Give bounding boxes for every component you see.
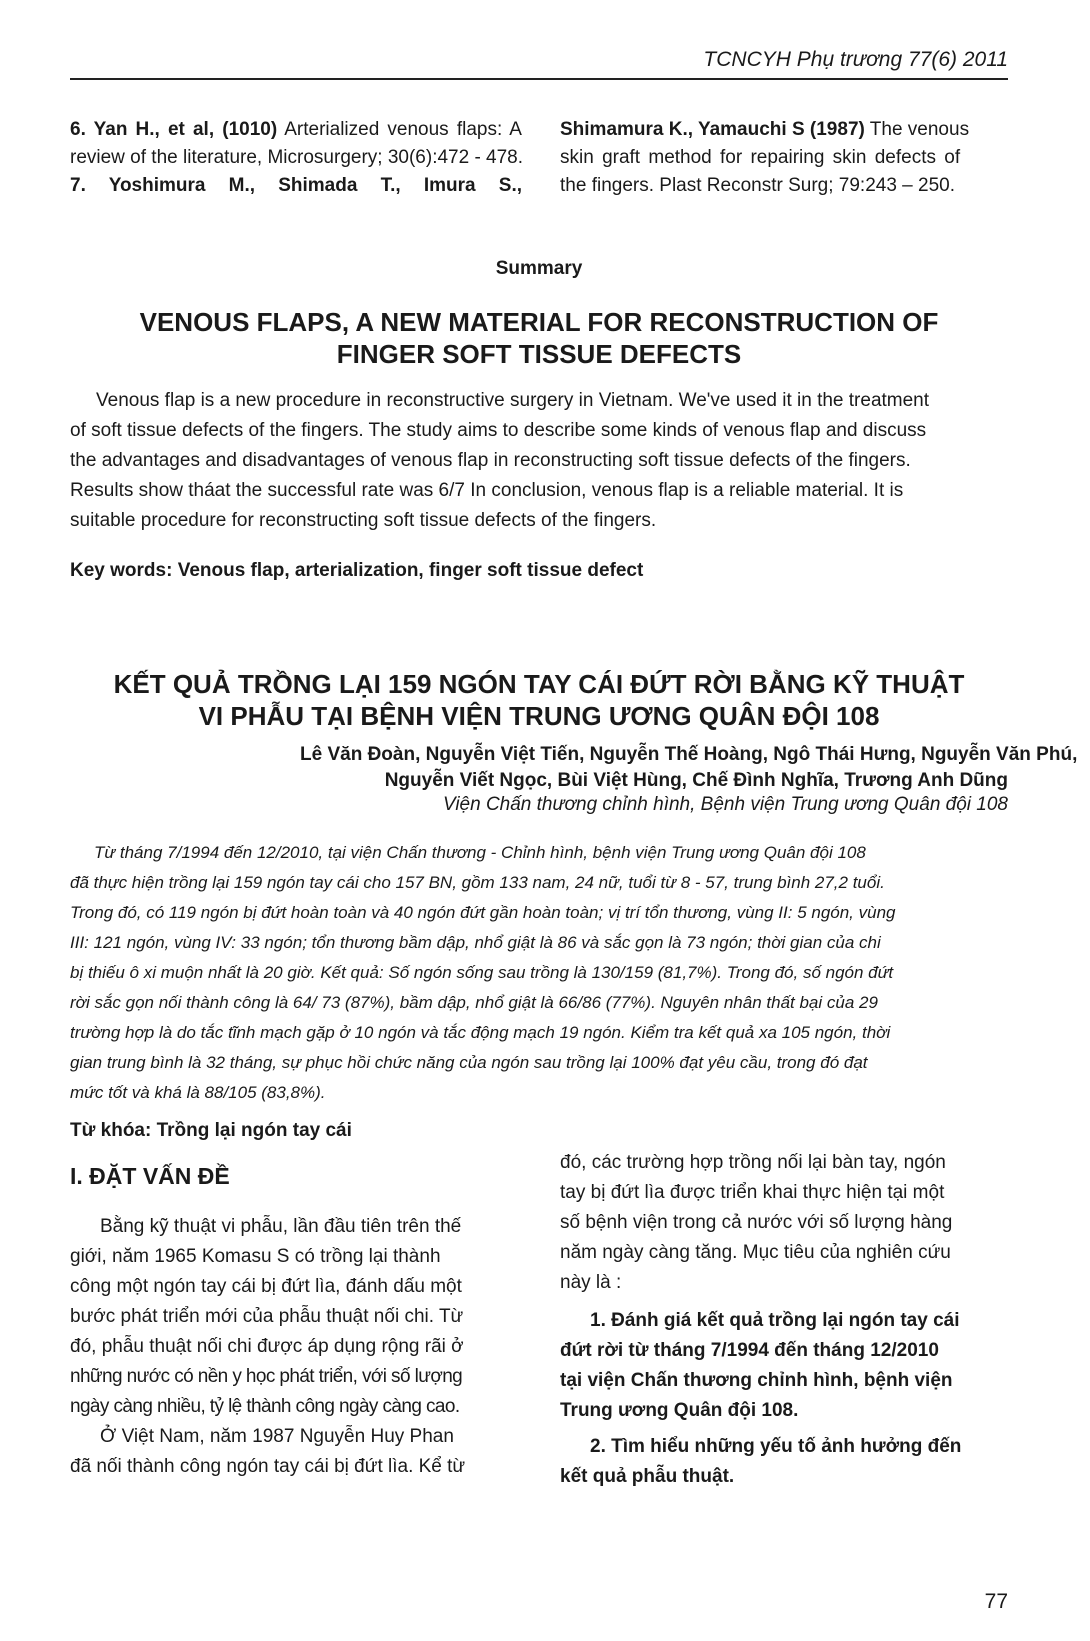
english-title <box>70 306 1008 370</box>
english-keywords: Key words: Venous flap, arterialization, finger soft tissue defect <box>70 560 644 581</box>
body-line: đó, phẫu thuật nối chi được áp dụng rộng rãi ở <box>70 1336 464 1357</box>
body-line: giới, năm 1965 Komasu S có trồng lại thành <box>70 1246 441 1267</box>
abstract-line: trường hợp là do tắc tĩnh mạch gặp ở 10 ngón và tắc động mạch 19 ngón. Kiểm tra kết quả xa 105 ngón, thời <box>70 1023 891 1042</box>
abstract-line: suitable procedure for reconstructing soft tissue defects of the fingers. <box>70 510 657 531</box>
section-heading: I. ĐẶT VẤN ĐỀ <box>70 1163 230 1189</box>
body-line: bước phát triển mới của phẫu thuật nối chi. Từ <box>70 1306 464 1327</box>
body-line: đã nối thành công ngón tay cái bị đứt lìa. Kể từ <box>70 1456 466 1477</box>
abstract-line: mức tốt và khá là 88/105 (83,8%). <box>70 1083 326 1102</box>
reference-line: skin graft method for repairing skin defects of <box>560 147 961 168</box>
running-header: TCNCYH Phụ trương 77(6) 2011 <box>703 48 1008 71</box>
body-line: những nước có nền y học phát triển, với số lượng <box>70 1366 463 1387</box>
vietnamese-abstract <box>70 838 1008 1108</box>
references-right <box>560 116 1008 200</box>
abstract-line: the advantages and disadvantages of venous flap in reconstructing soft tissue defects of the fingers. <box>70 450 911 471</box>
body-line: Ở Việt Nam, năm 1987 Nguyễn Huy Phan <box>100 1426 454 1447</box>
abstract-line: of soft tissue defects of the fingers. The study aims to describe some kinds of venous flap and discuss <box>70 420 927 441</box>
authors-line: Nguyễn Viết Ngọc, Bùi Việt Hùng, Chế Đình Nghĩa, Trương Anh Dũng <box>384 770 1008 791</box>
title-line: FINGER SOFT TISSUE DEFECTS <box>336 339 742 369</box>
objective-line: Trung ương Quân đội 108. <box>560 1400 799 1421</box>
abstract-line: gian trung bình là 32 tháng, sự phục hồi chức năng của ngón sau trồng lại 100% đạt yêu cầu, trong đó đạt <box>70 1053 868 1072</box>
abstract-line: Trong đó, có 119 ngón bị đứt hoàn toàn và 40 ngón đứt gần hoàn toàn; vị trí tổn thương, vùng II: 5 ngón, vùng <box>70 903 896 922</box>
reference-line: the fingers. Plast Reconstr Surg; 79:243 – 250. <box>560 175 956 196</box>
abstract-line: Results show tháat the successful rate was 6/7 In conclusion, venous flap is a reliable material. It is <box>70 480 904 501</box>
objective-line: kết quả phẫu thuật. <box>560 1466 735 1487</box>
abstract-line: Từ tháng 7/1994 đến 12/2010, tại viện Chấn thương - Chỉnh hình, bệnh viện Trung ương Quân đội 108 <box>94 843 866 862</box>
title-line: VI PHẪU TẠI BỆNH VIỆN TRUNG ƯƠNG QUÂN ĐỘI 108 <box>198 701 880 731</box>
body-line: đó, các trường hợp trồng nối lại bàn tay, ngón <box>560 1152 946 1173</box>
reference-line: review of the literature, Microsurgery; 30(6):472 - 478. <box>70 147 524 168</box>
objective-line: tại viện Chấn thương chỉnh hình, bệnh viện <box>560 1370 953 1391</box>
body-line: này là : <box>560 1272 622 1293</box>
abstract-line: bị thiếu ô xi muộn nhất là 20 giờ. Kết quả: Số ngón sống sau trồng là 130/159 (81,7%). Trong đó, số ngón đứt <box>70 963 894 982</box>
page-number: 77 <box>984 1590 1008 1613</box>
article-affiliation: Viện Chấn thương chỉnh hình, Bệnh viện Trung ương Quân đội 108 <box>442 794 1008 815</box>
body-line: ngày càng nhiều, tỷ lệ thành công ngày càng cao. <box>70 1396 460 1417</box>
reference-line: Shimamura K., Yamauchi S (1987) The venous <box>560 119 970 140</box>
abstract-line: III: 121 ngón, vùng IV: 33 ngón; tổn thương bầm dập, nhổ giật là 86 và sắc gọn là 73 ngón; thời gian của chi <box>70 933 881 952</box>
body-column-right <box>560 1148 1008 1492</box>
body-line: tay bị đứt lìa được triển khai thực hiện tại một <box>560 1182 945 1203</box>
body-line: công một ngón tay cái bị đứt lìa, đánh dấu một <box>70 1276 462 1297</box>
summary-label: Summary <box>495 258 583 279</box>
objective-line: 1. Đánh giá kết quả trồng lại ngón tay cái <box>590 1310 960 1331</box>
reference-line: 6. Yan H., et al, (1010) Arterialized venous flaps: A <box>70 119 522 140</box>
body-line: Bằng kỹ thuật vi phẫu, lần đầu tiên trên thế <box>100 1216 462 1237</box>
article-keywords: Từ khóa: Trồng lại ngón tay cái <box>70 1120 352 1141</box>
title-line: KẾT QUẢ TRỒNG LẠI 159 NGÓN TAY CÁI ĐỨT RỜI BẰNG KỸ THUẬT <box>113 669 965 699</box>
abstract-line: Venous flap is a new procedure in reconstructive surgery in Vietnam. We've used it in the treatment <box>96 390 930 411</box>
objective-line: đứt rời từ tháng 7/1994 đến tháng 12/2010 <box>560 1340 939 1361</box>
english-abstract <box>70 386 1008 536</box>
authors-line: Lê Văn Đoàn, Nguyễn Việt Tiến, Nguyễn Thế Hoàng, Ngô Thái Hưng, Nguyễn Văn Phú, <box>300 744 1078 765</box>
header-rule <box>70 78 1008 80</box>
reference-line: 7. Yoshimura M., Shimada T., Imura S., <box>70 175 522 196</box>
abstract-line: đã thực hiện trồng lại 159 ngón tay cái cho 157 BN, gồm 133 nam, 24 nữ, tuổi từ 8 - 57, trung bình 27,2 tuổi. <box>70 873 885 892</box>
objective-line: 2. Tìm hiểu những yếu tố ảnh hưởng đến <box>590 1436 962 1457</box>
body-line: năm ngày càng tăng. Mục tiêu của nghiên cứu <box>560 1242 951 1263</box>
body-column-left <box>70 1212 520 1482</box>
article-authors <box>300 742 1078 794</box>
abstract-line: rời sắc gọn nối thành công là 64/ 73 (87%), bầm dập, nhổ giật là 66/86 (77%). Nguyên nhân thất bại của 29 <box>70 993 878 1012</box>
body-line: số bệnh viện trong cả nước với số lượng hàng <box>560 1212 953 1233</box>
article-title <box>70 668 1008 732</box>
references-left <box>70 116 522 200</box>
title-line: VENOUS FLAPS, A NEW MATERIAL FOR RECONSTRUCTION OF <box>139 307 939 337</box>
